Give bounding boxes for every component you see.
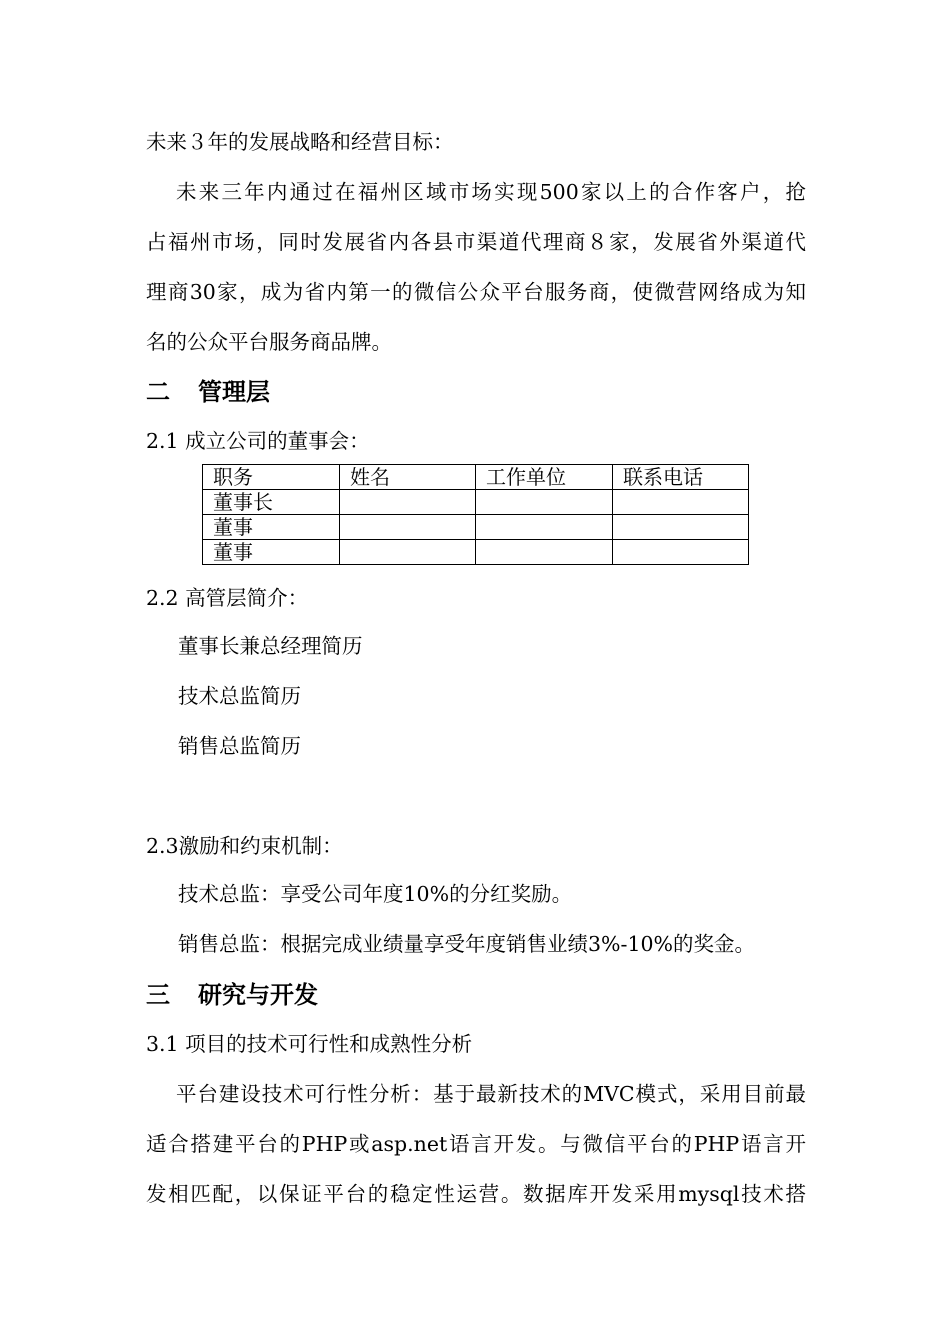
strategy-title: 未来３年的发展战略和经营目标：	[146, 130, 454, 154]
section-title: 研究与开发	[198, 980, 318, 1009]
table-row	[203, 490, 749, 515]
incentives-heading: 2.3激励和约束机制：	[146, 834, 343, 858]
incentive-item: 技术总监：享受公司年度10%的分红奖励。	[178, 882, 573, 906]
feasibility-paragraph-line: 适合搭建平台的PHP或asp.net语言开发。与微信平台的PHP语言开	[146, 1132, 806, 1156]
table-header-cell: 职务	[203, 465, 340, 490]
section-heading-management	[146, 376, 270, 408]
table-cell	[613, 540, 749, 565]
table-cell	[340, 540, 476, 565]
table-header-cell: 姓名	[340, 465, 476, 490]
table-cell	[340, 490, 476, 515]
feasibility-heading: 3.1 项目的技术可行性和成熟性分析	[146, 1032, 473, 1056]
executive-item: 销售总监简历	[178, 734, 301, 758]
table-cell	[613, 490, 749, 515]
table-row	[203, 540, 749, 565]
strategy-paragraph-line: 未来三年内通过在福州区域市场实现500家以上的合作客户，抢	[176, 180, 806, 204]
table-cell	[476, 515, 613, 540]
table-cell	[476, 540, 613, 565]
section-number: 二	[146, 377, 170, 406]
section-title: 管理层	[198, 377, 270, 406]
executive-item: 技术总监简历	[178, 684, 301, 708]
section-heading-rnd	[146, 979, 318, 1011]
table-cell	[613, 515, 749, 540]
incentive-item: 销售总监：根据完成业绩量享受年度销售业绩3%-10%的奖金。	[178, 932, 756, 956]
table-cell	[340, 515, 476, 540]
table-cell: 董事	[203, 540, 340, 565]
board-table	[202, 464, 749, 565]
table-row	[203, 515, 749, 540]
executive-item: 董事长兼总经理简历	[178, 634, 363, 658]
feasibility-paragraph-line: 发相匹配，以保证平台的稳定性运营。数据库开发采用mysql技术搭	[146, 1182, 806, 1206]
table-cell	[476, 490, 613, 515]
table-header-cell: 工作单位	[476, 465, 613, 490]
table-cell: 董事长	[203, 490, 340, 515]
feasibility-paragraph-line: 平台建设技术可行性分析：基于最新技术的MVC模式，采用目前最	[176, 1082, 806, 1106]
board-heading: 2.1 成立公司的董事会：	[146, 429, 370, 453]
section-number: 三	[146, 980, 170, 1009]
table-header-cell: 联系电话	[613, 465, 749, 490]
strategy-paragraph-line: 理商30家，成为省内第一的微信公众平台服务商，使微营网络成为知	[146, 280, 806, 304]
table-header-row	[203, 465, 749, 490]
strategy-paragraph-line: 名的公众平台服务商品牌。	[146, 330, 392, 354]
table-cell: 董事	[203, 515, 340, 540]
strategy-paragraph-line: 占福州市场，同时发展省内各县市渠道代理商８家，发展省外渠道代	[146, 230, 806, 254]
executives-heading: 2.2 高管层简介：	[146, 586, 309, 610]
